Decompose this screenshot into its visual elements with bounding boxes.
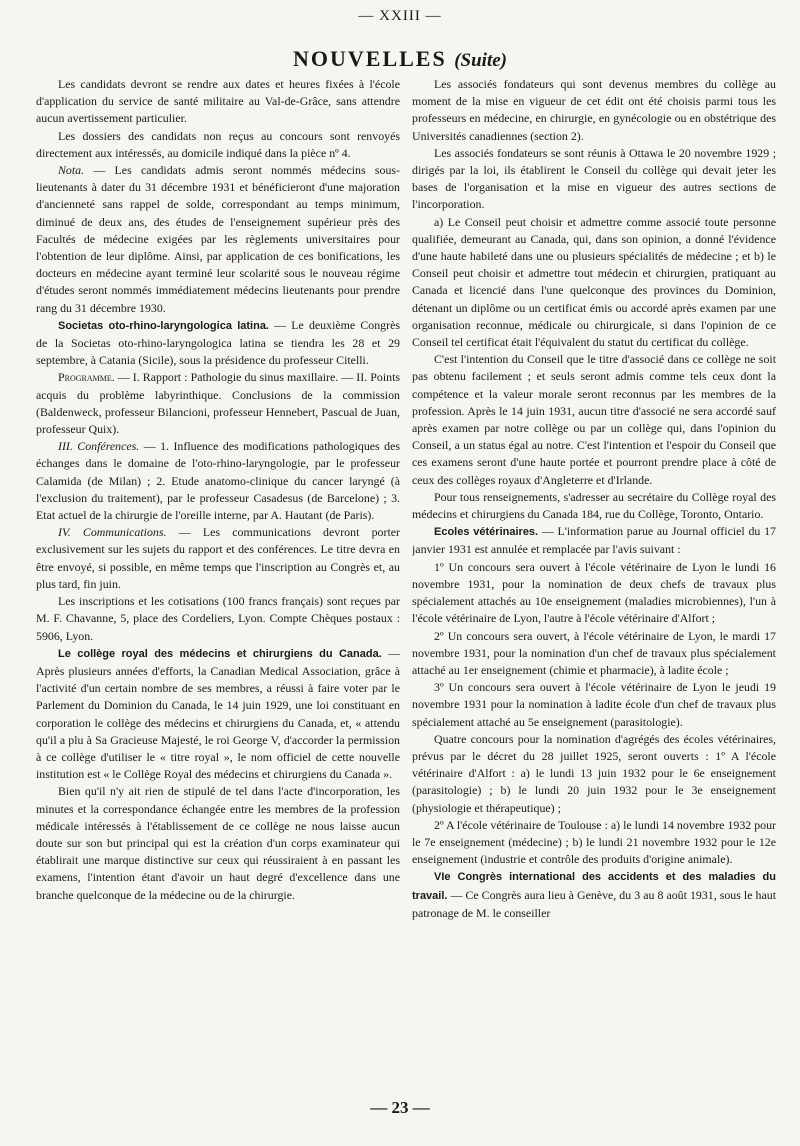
paragraph — [412, 628, 776, 680]
paragraph — [36, 645, 400, 784]
paragraph-text: 2º Un concours sera ouvert, à l'école vétérinaire de Lyon, le mardi 17 novembre 1931, pour la nomination d'un chef de travaux plus spécialement attaché au 1er enseignement (chimie et pharmacie), à ladite école ; — [412, 628, 776, 677]
paragraph — [36, 128, 400, 162]
paragraph — [412, 76, 776, 145]
paragraph — [412, 351, 776, 489]
paragraph-lead: Ecoles vétérinaires. — [434, 526, 539, 539]
paragraph-text: Quatre concours pour la nomination d'agrégés des écoles vétérinaires, prévus par le décret du 28 juillet 1925, seront ouverts : 1º A l'école vétérinaire d'Alfort : a) le lundi 13 juin 1932 pour le 6e enseignement (parasitologie) ; b) le lundi 20 juin 1932 pour le 3e enseignement (physiologie et thérapeutique) ; — [412, 731, 776, 815]
left-column — [36, 76, 400, 1090]
paragraph-text: Les associés fondateurs se sont réunis à Ottawa le 20 novembre 1929 ; dirigés par la loi, ils établirent le Conseil du collège qui devait jeter les bases de l'organisation et la mise en vigueur des autres sections de l'incorporation. — [412, 145, 776, 212]
paragraph — [36, 783, 400, 903]
paragraph-text: — Après plusieurs années d'efforts, la Canadian Medical Association, grâce à l'activité d'un certain nombre de ses membres, a réussi à faire voter par le Parlement du Dominion du Canada, le 14 juin 1929, une loi constituant en corporation le collège des médecins et chirurgiens du Canada, et, « attendu qu'il a plu à Sa Gracieuse Majesté, le roi George V, d'accorder la permission à ce collège d'utiliser le « titre royal », le nom officiel de cette nouvelle institution est « le Collège Royal des médecins et chirurgiens du Canada ». — [36, 645, 400, 782]
paragraph-text: — L'information parue au Journal officiel du 17 janvier 1931 est annulée et remplacée par l'avis suivant : — [412, 524, 776, 557]
page-roman-numeral: — XXIII — — [358, 8, 442, 24]
paragraph — [412, 817, 776, 869]
paragraph — [36, 438, 400, 524]
section-title-suite: (Suite) — [454, 50, 507, 71]
section-title-text: NOUVELLES — [293, 46, 447, 71]
paragraph-text: — Ce Congrès aura lieu à Genève, du 3 au 8 août 1931, sous le haut patronage de M. le conseiller — [412, 887, 776, 920]
paragraph-text: — 1. Influence des modifications pathologiques des échanges dans le domaine de l'oto-rhino-laryngologie, par le professeur Calamida (de Milan) ; 2. Etude anatomo-clinique du cancer laryngé (à l'exclusion du traitement), par le professeur Casadesus (de Barcelone) ; 3. Etat actuel de la chirurgie de l'oreille interne, par A. Hautant (de Paris). — [36, 439, 400, 523]
paragraph — [412, 868, 776, 922]
paragraph-text: Les associés fondateurs qui sont devenus membres du collège au moment de la mise en vigueur de cet édit ont été choisis parmi tous les professeurs en médecine, en chirurgie, en gynécologie ou en obstétrique des Universités canadiennes (section 2). — [412, 77, 776, 143]
paragraph-lead: IV. Communications. — [58, 525, 167, 540]
paragraph — [412, 679, 776, 731]
paragraph-text: 2º A l'école vétérinaire de Toulouse : a) le lundi 14 novembre 1932 pour le 7e enseignement (médecine) ; b) le lundi 21 novembre 1932 pour le 12e enseignement (industrie et contrôle des produits d'origine animale). — [412, 817, 776, 867]
page-number: — 23 — — [370, 1098, 430, 1117]
right-column — [412, 76, 776, 1090]
paragraph-text: 3º Un concours sera ouvert à l'école vétérinaire de Lyon le jeudi 19 novembre 1931 pour la nomination à ladite école d'un chef de travaux plus spécialement attaché au 5e enseignement (parasitologie). — [412, 680, 776, 729]
paragraph-text: — Les candidats admis seront nommés médecins sous-lieutenants à dater du 31 décembre 1931 et bénéficieront d'une majoration d'ancienneté sans rappel de solde, correspondant au temps minimum, diminué de deux ans, des études de l'enseignement supérieur près des Facultés de médecine exigées par les règlements universitaires pour l'obtention de leur diplôme. Ainsi, par application de ces bonifications, les docteurs en médecine ayant terminé leur scolarité sous le nouveau régime d'études seront nommés immédiatement médecins lieutenants pour prendre rang du 31 décembre 1930. — [36, 163, 400, 315]
paragraph — [36, 317, 400, 370]
paragraph-text: C'est l'intention du Conseil que le titre d'associé dans ce collège ne soit pas obtenu facilement ; et seuls seront admis comme tels ceux dont la compétence et la valeur morale seront reconnus par les membres de la profession. Après le 14 juin 1931, aucun titre d'associé ne sera accordé sauf après examen par notre collège ou par un collège qui, dans l'opinion du Conseil, a un status égal au notre. C'est l'intention et l'espoir du Conseil que ces examens seront d'une haute portée et pourront prendre place à côté de ceux des collèges royaux d'Angleterre et d'Irlande. — [412, 352, 776, 487]
paragraph-text: — Les communications devront porter exclusivement sur les sujets du rapport et des conférences. Le titre devra en être envoyé, si possible, en même temps que l'inscription au Congrès et, au plus tard, fin juin. — [36, 525, 400, 591]
paragraph-text: Les inscriptions et les cotisations (100 francs français) sont reçues par M. F. Chavanne, 5, place des Cordeliers, Lyon. Compte Chèques postaux : 5906, Lyon. — [36, 594, 400, 643]
paragraph — [36, 593, 400, 645]
paragraph-text: Bien qu'il n'y ait rien de stipulé de tel dans l'acte d'incorporation, les minutes et la correspondance échangée entre les membres de la profession médicale intéressés à l'établissement de ce collège ne nous laisse aucun doute sur son but principal qui est la création d'un corps examinateur qui établirait une marque distinctive sur ceux qui réussiraient à en passant les examens, l'intention étant d'avoir un haut degré d'excellence dans une branche quelconque de la médecine ou de la chirurgie. — [36, 784, 400, 902]
paragraph-text: — I. Rapport : Pathologie du sinus maxillaire. — II. Points acquis du problème labyrinthique. Conclusions de la commission (Baldenweck, professeur Bilancioni, professeur Hennebert, Pascual de Juan, professeur Quix). — [36, 370, 400, 437]
paragraph-lead: Societas oto-rhino-laryngologica latina. — [58, 319, 269, 332]
paragraph — [412, 523, 776, 558]
paragraph-text: a) Le Conseil peut choisir et admettre comme associé toute personne qualifiée, demeurant au Canada, qui, dans son opinion, a donné l'évidence d'une haute habileté dans une ou plusieurs spécialités de médecine ; et b) le Conseil peut choisir et admettre tout médecin et chirurgien, pratiquant au Canada et licencié dans l'une quelconque des provinces du Dominion, détenant un diplôme ou un certificat émis ou accordé après examen par une organisation reconnue, médicale ou chirurgicale, si dans l'opinion de ce Conseil tel certificat était l'équivalent du statut du certificat du collège. — [412, 214, 776, 350]
paragraph — [412, 731, 776, 817]
paragraph-text: 1º Un concours sera ouvert à l'école vétérinaire de Lyon le lundi 16 novembre 1931, pour la nomination de deux chefs de travaux plus spécialement attachés au 10e enseignement (maladies microbiennes), l'un à l'école vétérinaire de Lyon, l'autre à l'école vétérinaire d'Alfort ; — [412, 559, 776, 626]
paragraph — [36, 369, 400, 438]
paragraph-text: Les dossiers des candidats non reçus au concours sont renvoyés directement aux intéressés, au domicile indiqué dans la pièce nº 4. — [36, 128, 400, 160]
paragraph-lead: VIe Congrès international des accidents et des maladies du travail. — [412, 871, 776, 902]
paragraph-lead: III. Conférences. — [58, 439, 140, 454]
paragraph — [412, 559, 776, 628]
section-title — [0, 46, 800, 72]
paragraph — [36, 162, 400, 317]
paragraph-text: Pour tous renseignements, s'adresser au secrétaire du Collège royal des médecins et chirurgiens du Canada 184, rue du Collège, Toronto, Ontario. — [412, 489, 776, 522]
paragraph — [412, 489, 776, 523]
paragraph — [412, 214, 776, 352]
paragraph-lead: Nota. — [58, 163, 85, 178]
paragraph-lead: Programme. — [58, 370, 115, 385]
paragraph-text: Les candidats devront se rendre aux dates et heures fixées à l'école d'application du service de santé militaire au Val-de-Grâce, sans attendre aucun avertissement particulier. — [36, 77, 400, 126]
paragraph — [36, 524, 400, 593]
paragraph-text: — Le deuxième Congrès de la Societas oto-rhino-laryngologica latina se tiendra les 28 et 29 septembre, à Catania (Sicile), sous la présidence du professeur Citelli. — [36, 317, 400, 368]
paragraph — [36, 76, 400, 128]
paragraph — [412, 145, 776, 214]
paragraph-lead: Le collège royal des médecins et chirurgiens du Canada. — [58, 647, 382, 660]
